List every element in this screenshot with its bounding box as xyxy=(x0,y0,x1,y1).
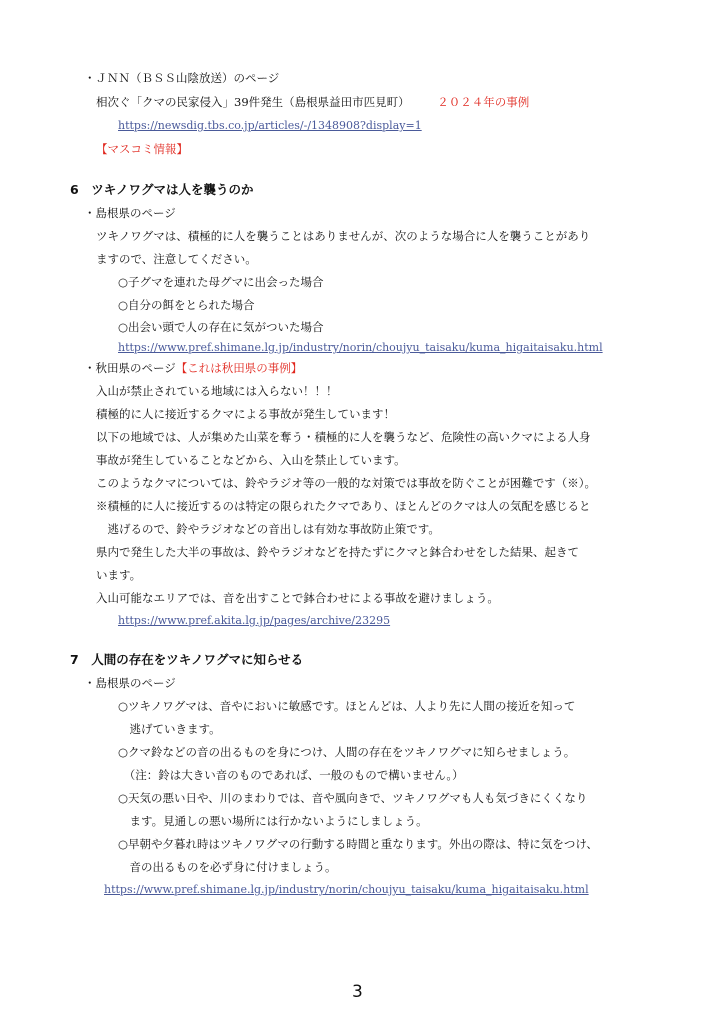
jnn-article-line xyxy=(96,94,529,110)
case-item: ○出会い頭で人の存在に気がついた場合 xyxy=(118,320,324,334)
year-tag: ２０２４年の事例 xyxy=(437,95,530,109)
advice-line: ます。見通しの悪い場所には行かないようにしましょう。 xyxy=(118,814,428,828)
paragraph-line: います。 xyxy=(96,568,142,582)
paragraph-line: このようなクマについては、鈴やラジオ等の一般的な対策では事故を防ぐことが困難です（※）。 xyxy=(96,476,597,490)
paragraph-line: 入山が禁止されている地域には入らない！！！ xyxy=(96,384,338,398)
shimane-link-7[interactable]: https://www.pref.shimane.lg.jp/industry/norin/choujyu_taisaku/kuma_higaitaisaku.html xyxy=(104,883,589,896)
akita-link[interactable]: https://www.pref.akita.lg.jp/pages/archive/23295 xyxy=(118,614,391,627)
shimane-heading-6: ・島根県のページ xyxy=(84,206,176,220)
paragraph-line: 以下の地域では、人が集めた山菜を奪う・積極的に人を襲うなど、危険性の高いクマによる人身 xyxy=(96,430,591,444)
advice-line: 逃げていきます。 xyxy=(118,722,221,736)
paragraph-line: 入山可能なエリアでは、音を出すことで鉢合わせによる事故を避けましょう。 xyxy=(96,591,499,605)
paragraph-line: 事故が発生していることなどから、入山を禁止しています。 xyxy=(96,453,406,467)
advice-line: （注：鈴は大きい音のものであれば、一般のもので構いません。） xyxy=(118,768,464,782)
akita-tag: 【これは秋田県の事例】 xyxy=(175,361,303,375)
shimane-link-6[interactable]: https://www.pref.shimane.lg.jp/industry/norin/choujyu_taisaku/kuma_higaitaisaku.html xyxy=(118,341,603,354)
case-item: ○子グマを連れた母グマに出会った場合 xyxy=(118,275,324,289)
case-item: ○自分の餌をとられた場合 xyxy=(118,298,255,312)
paragraph-line: ツキノワグマは、積極的に人を襲うことはありませんが、次のような場合に人を襲うことがあり xyxy=(96,229,591,243)
advice-line: ○早朝や夕暮れ時はツキノワグマの行動する時間と重なります。外出の際は、特に気をつけ、 xyxy=(118,837,598,851)
paragraph-line: 逃げるので、鈴やラジオなどの音出しは有効な事故防止策です。 xyxy=(96,522,440,536)
advice-line: ○クマ鈴などの音の出るものを身につけ、人間の存在をツキノワグマに知らせましょう。 xyxy=(118,745,576,759)
paragraph-line: 県内で発生した大半の事故は、鈴やラジオなどを持たずにクマと鉢合わせをした結果、起きて xyxy=(96,545,579,559)
section-7-title: 7 人間の存在をツキノワグマに知らせる xyxy=(70,652,304,667)
shimane-heading-7: ・島根県のページ xyxy=(84,676,176,690)
advice-line: ○天気の悪い日や、川のまわりでは、音や風向きで、ツキノワグマも人も気づきにくくなり xyxy=(118,791,588,805)
page-number: 3 xyxy=(352,982,363,1002)
section-6-title: 6 ツキノワグマは人を襲うのか xyxy=(70,182,254,197)
jnn-link[interactable]: https://newsdig.tbs.co.jp/articles/-/1348908?display=1 xyxy=(118,119,422,132)
advice-line: ○ツキノワグマは、音やにおいに敏感です。ほとんどは、人より先に人間の接近を知って xyxy=(118,699,576,713)
paragraph-line: ※積極的に人に接近するのは特定の限られたクマであり、ほとんどのクマは人の気配を感じると xyxy=(96,499,591,513)
akita-heading-line xyxy=(84,360,302,376)
akita-heading: ・秋田県のページ xyxy=(84,361,176,375)
media-tag: 【マスコミ情報】 xyxy=(96,142,188,156)
paragraph-line: ますので、注意してください。 xyxy=(96,252,257,266)
jnn-article-title: 相次ぐ「クマの民家侵入」39件発生（島根県益田市匹見町） xyxy=(96,95,410,109)
jnn-heading: ・ＪＮＮ（ＢＳＳ山陰放送）のページ xyxy=(84,71,280,85)
paragraph-line: 積極的に人に接近するクマによる事故が発生しています！ xyxy=(96,407,395,421)
advice-line: 音の出るものを必ず身に付けましょう。 xyxy=(118,860,337,874)
